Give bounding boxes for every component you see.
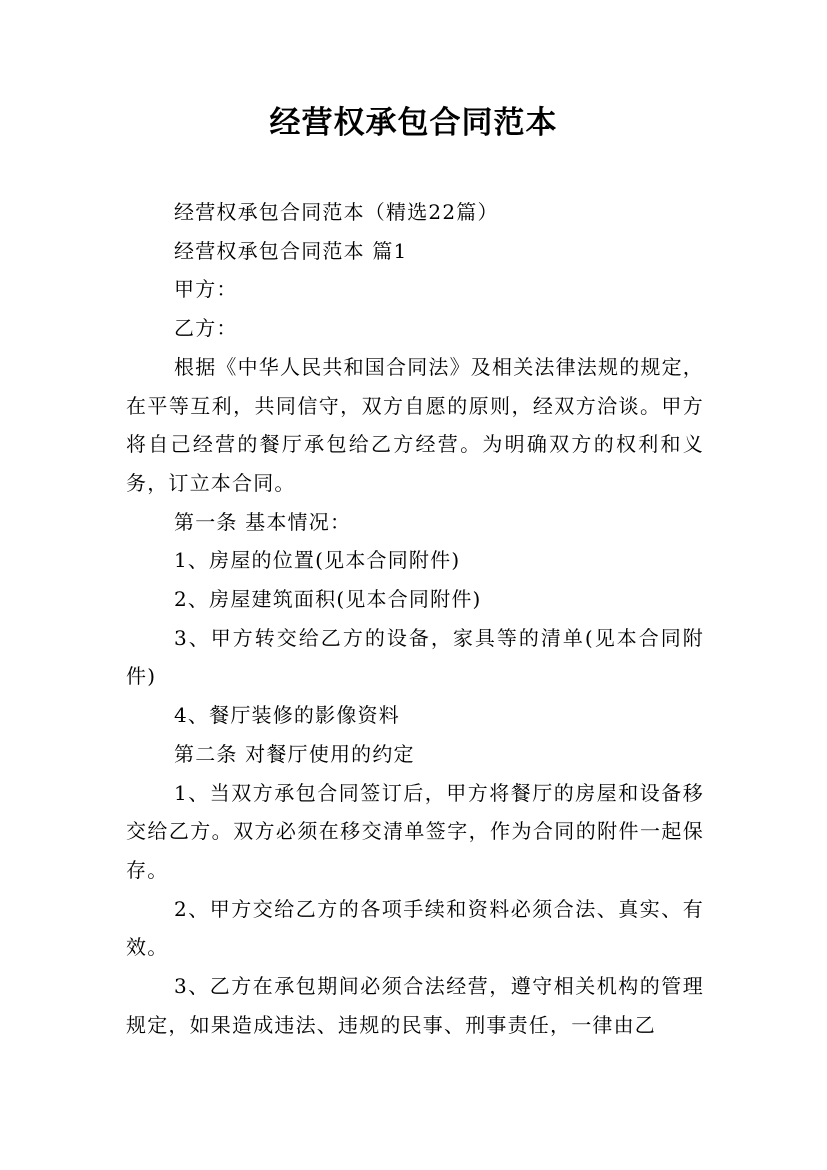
paragraph-article-1-item-4: 4、餐厅装修的影像资料 (174, 703, 400, 728)
paragraph-article-2-item-2: 2、甲方交给乙方的各项手续和资料必须合法、真实、有效。 (126, 896, 704, 960)
paragraph-section-heading: 经营权承包合同范本 篇1 (174, 238, 408, 263)
paragraph-subtitle: 经营权承包合同范本（精选22篇） (174, 200, 499, 224)
paragraph-article-2-item-3: 3、乙方在承包期间必须合法经营，遵守相关机构的管理规定，如果造成违法、违规的民事、刑事责任，一律由乙 (126, 974, 704, 1037)
paragraph-article-2-item-1: 1、当双方承包合同签订后，甲方将餐厅的房屋和设备移交给乙方。双方必须在移交清单签字，作为合同的附件一起保存。 (126, 780, 704, 882)
paragraph-article-1: 第一条 基本情况： (174, 509, 352, 534)
document-body (126, 193, 704, 1044)
paragraph-article-2: 第二条 对餐厅使用的约定 (174, 741, 415, 766)
document-title: 经营权承包合同范本 (269, 105, 558, 141)
paragraph-article-1-item-1: 1、房屋的位置(见本合同附件) (174, 548, 461, 573)
paragraph-article-1-item-3: 3、甲方转交给乙方的设备，家具等的清单(见本合同附件) (126, 625, 704, 689)
paragraph-party-b: 乙方： (174, 316, 238, 341)
paragraph-article-1-item-2: 2、房屋建筑面积(见本合同附件) (174, 587, 482, 612)
paragraph-preamble: 根据《中华人民共和国合同法》及相关法律法规的规定，在平等互利，共同信守，双方自愿的原则，经双方洽谈。甲方将自己经营的餐厅承包给乙方经营。为明确双方的权利和义务，订立本合同。 (126, 354, 704, 495)
paragraph-party-a: 甲方： (174, 277, 238, 302)
